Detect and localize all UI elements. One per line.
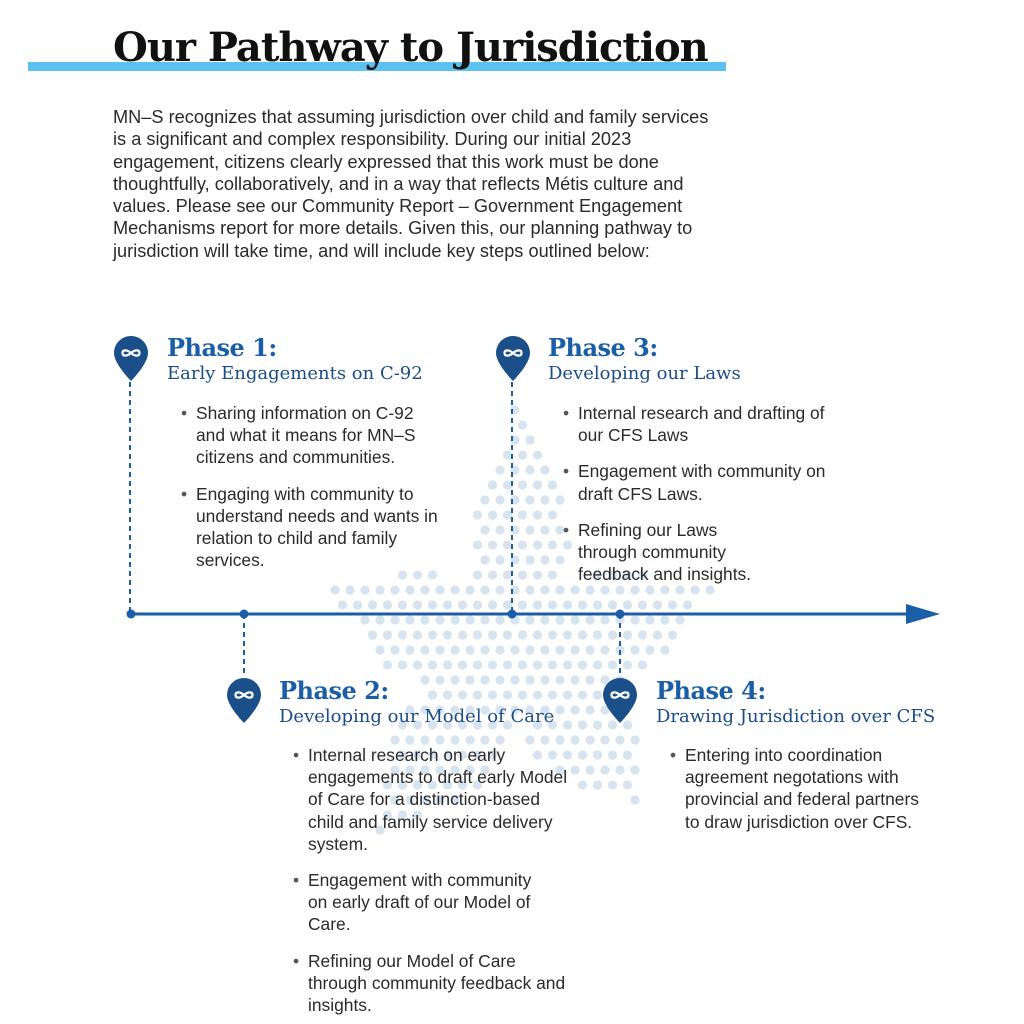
list-item: • Engagement with community on draft CFS Laws.	[563, 460, 843, 504]
phase-3-node	[508, 610, 517, 619]
phase-4-heading	[656, 677, 935, 729]
phase-2-title: Phase 2:	[279, 676, 389, 705]
list-item: • Refining our Model of Care through community feedback and insights.	[293, 950, 568, 1017]
phase-1-heading	[167, 334, 423, 386]
phase-1-infinity-pin-icon	[114, 336, 148, 381]
phase-4-title: Phase 4:	[656, 676, 766, 705]
phase-1-title: Phase 1:	[167, 333, 277, 362]
list-item: • Internal research and drafting of our CFS Laws	[563, 402, 843, 446]
phase-3-infinity-pin-icon	[496, 336, 530, 381]
phase-2-node	[240, 610, 249, 619]
timeline-arrowhead	[906, 604, 940, 624]
phase-4-node	[616, 610, 625, 619]
phase-2-infinity-pin-icon	[227, 678, 261, 723]
phase-2-heading	[279, 677, 554, 729]
phase-3-subtitle: Developing our Laws	[548, 363, 741, 384]
phase-1-node	[127, 610, 136, 619]
phase-4-subtitle: Drawing Jurisdiction over CFS	[656, 706, 936, 727]
phase-4-bullets	[670, 744, 938, 847]
phase-2-subtitle: Developing our Model of Care	[279, 706, 555, 727]
phase-3-heading	[548, 334, 741, 386]
page-title: Our Pathway to Jurisdiction	[113, 24, 708, 71]
list-item: • Internal research on early engagements to draft early Model of Care for a distinction-based child and family service delivery system.	[293, 744, 568, 855]
phase-3-title: Phase 3:	[548, 333, 658, 362]
phase-1-subtitle: Early Engagements on C-92	[167, 363, 423, 384]
list-item: • Sharing information on C-92 and what it means for MN–S citizens and communities.	[181, 402, 443, 469]
phase-2-bullets	[293, 744, 568, 1024]
list-item: • Refining our Laws through community feedback and insights.	[563, 519, 763, 586]
intro-paragraph: MN–S recognizes that assuming jurisdiction over child and family services is a significant and complex responsibility. During our initial 2023 engagement, citizens clearly expressed that this work must be done thoughtfully, collaboratively, and in a way that reflects Métis culture and values. Please see our Community Report – Government Engagement Mechanisms report for more details. Given this, our planning pathway to jurisdiction will take time, and will include key steps outlined below:	[113, 107, 709, 261]
list-item: • Entering into coordination agreement negotations with provincial and federal partners to draw jurisdiction over CFS.	[670, 744, 938, 833]
phase-4-infinity-pin-icon	[603, 678, 637, 723]
phase-1-bullets	[181, 402, 443, 585]
list-item: • Engaging with community to understand needs and wants in relation to child and family services.	[181, 483, 443, 572]
list-item: • Engagement with community on early draft of our Model of Care.	[293, 869, 555, 936]
phase-3-bullets	[563, 402, 843, 599]
